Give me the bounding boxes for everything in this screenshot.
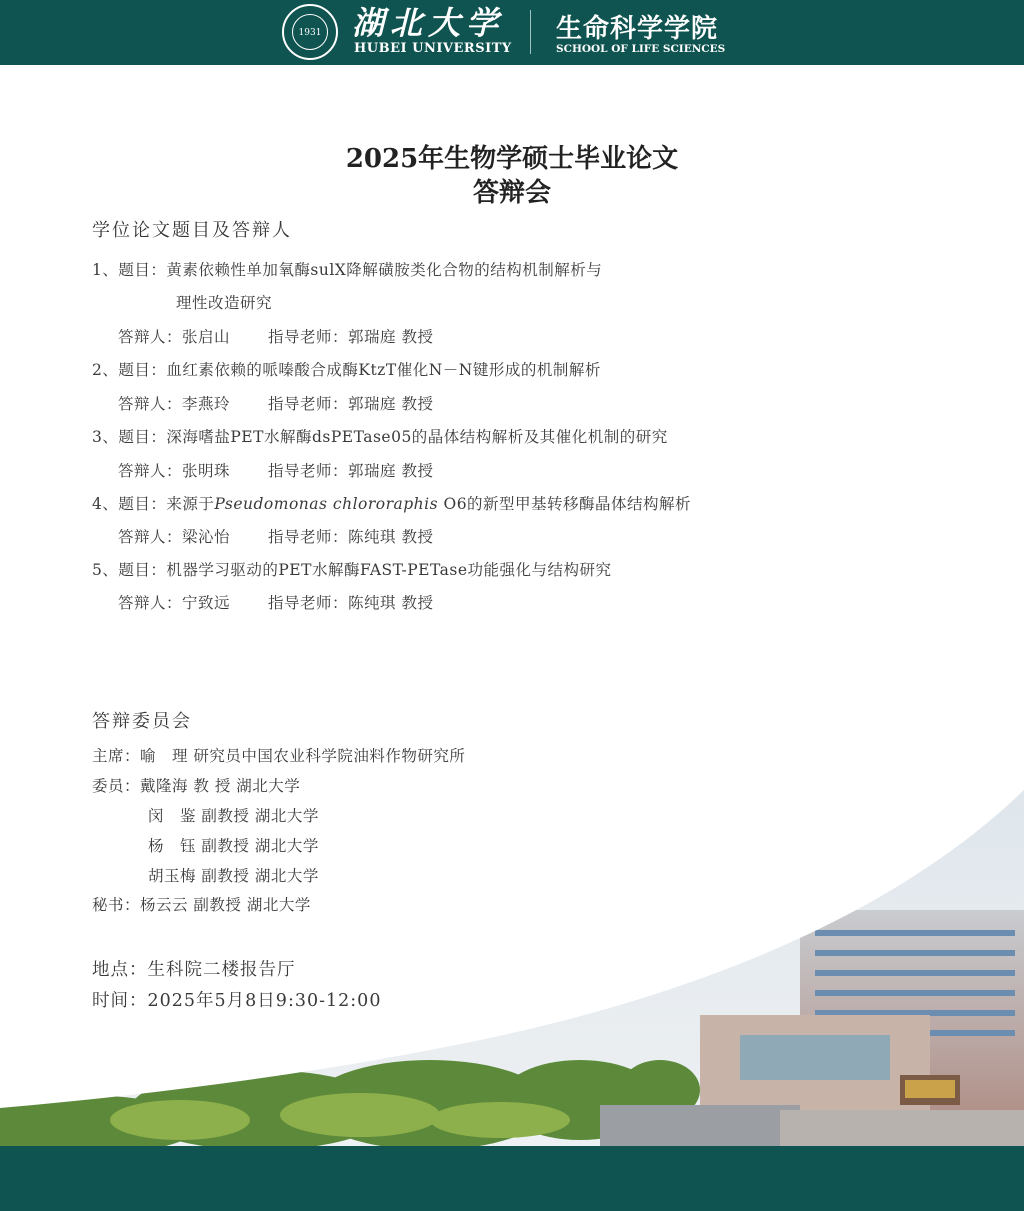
- thesis-3-people: [118, 459, 433, 481]
- thesis-5-defender: 宁致远: [182, 594, 231, 612]
- university-seal-icon: [282, 4, 338, 60]
- committee-chair: 主席：喻 理 研究员中国农业科学院油料作物研究所: [92, 747, 466, 765]
- thesis-2-title: [92, 358, 601, 380]
- school-name-en: SCHOOL OF LIFE SCIENCES: [556, 43, 726, 55]
- thesis-4-species: Pseudomonas chlororaphis: [214, 495, 439, 513]
- thesis-1-prefix: 1、题目：: [92, 261, 167, 279]
- thesis-4-advisor: 陈纯琪 教授: [348, 528, 434, 546]
- page-title-line2: 答辩会: [472, 178, 551, 208]
- page-title-line1: 2025年生物学硕士毕业论文: [345, 144, 679, 174]
- advisor-label: 指导老师：: [268, 594, 349, 612]
- thesis-3-prefix: 3、题目：: [92, 428, 167, 446]
- thesis-1-title: [92, 258, 602, 280]
- university-name-en: HUBEI UNIVERSITY: [354, 41, 512, 56]
- defender-label: 答辩人：: [118, 594, 183, 612]
- defender-label: 答辩人：: [118, 462, 183, 480]
- thesis-2-prefix: 2、题目：: [92, 361, 167, 379]
- thesis-2-title-text: 血红素依赖的哌嗪酸合成酶KtzT催化N－N键形成的机制解析: [166, 361, 601, 379]
- thesis-3-title: [92, 425, 668, 447]
- school-name-cn: 生命科学学院: [556, 14, 719, 44]
- thesis-2-defender: 李燕玲: [182, 395, 231, 413]
- thesis-5-prefix: 5、题目：: [92, 561, 167, 579]
- advisor-label: 指导老师：: [268, 328, 349, 346]
- advisor-label: 指导老师：: [268, 528, 349, 546]
- committee-member-1: 委员：戴隆海 教 授 湖北大学: [92, 777, 301, 795]
- thesis-5-title-text: 机器学习驱动的PET水解酶FAST-PETase功能强化与结构研究: [166, 561, 612, 579]
- thesis-4-title: [92, 492, 691, 514]
- seal-year: 1931: [292, 14, 328, 50]
- committee-heading: 答辩委员会: [92, 711, 192, 732]
- thesis-5-people: [118, 591, 433, 613]
- committee-member-2: 闵 鉴 副教授 湖北大学: [148, 807, 319, 825]
- defender-label: 答辩人：: [118, 528, 183, 546]
- committee-member-4: 胡玉梅 副教授 湖北大学: [148, 867, 319, 885]
- thesis-4-prefix: 4、题目：: [92, 495, 167, 513]
- thesis-1-defender: 张启山: [182, 328, 231, 346]
- committee-secretary: 秘书：杨云云 副教授 湖北大学: [92, 896, 311, 914]
- header-divider: [530, 10, 531, 54]
- thesis-2-people: [118, 392, 433, 414]
- footer-bar: [0, 1146, 1024, 1211]
- theses-heading: 学位论文题目及答辩人: [92, 220, 292, 241]
- university-name-cn: 湖北大学: [352, 4, 505, 42]
- thesis-4-people: [118, 525, 433, 547]
- header-bar: [0, 0, 1024, 65]
- thesis-4-defender: 梁沁怡: [182, 528, 231, 546]
- thesis-1-people: [118, 325, 433, 347]
- thesis-3-title-text: 深海嗜盐PET水解酶dsPETase05的晶体结构解析及其催化机制的研究: [166, 428, 668, 446]
- defender-label: 答辩人：: [118, 328, 183, 346]
- thesis-1-advisor: 郭瑞庭 教授: [348, 328, 434, 346]
- thesis-3-defender: 张明珠: [182, 462, 231, 480]
- venue-time: 时间：2025年5月8日9:30-12:00: [92, 991, 382, 1011]
- thesis-2-advisor: 郭瑞庭 教授: [348, 395, 434, 413]
- defender-label: 答辩人：: [118, 395, 183, 413]
- thesis-4-title-a: 来源于: [166, 495, 215, 513]
- thesis-4-title-b: O6的新型甲基转移酶晶体结构解析: [438, 495, 692, 513]
- committee-member-3: 杨 钰 副教授 湖北大学: [148, 837, 319, 855]
- thesis-5-advisor: 陈纯琪 教授: [348, 594, 434, 612]
- venue-location: 地点：生科院二楼报告厅: [92, 960, 296, 980]
- thesis-5-title: [92, 558, 612, 580]
- thesis-3-advisor: 郭瑞庭 教授: [348, 462, 434, 480]
- thesis-1-title-text: 黄素依赖性单加氧酶sulX降解磺胺类化合物的结构机制解析与: [166, 261, 603, 279]
- advisor-label: 指导老师：: [268, 395, 349, 413]
- advisor-label: 指导老师：: [268, 462, 349, 480]
- thesis-1-title-cont: 理性改造研究: [176, 294, 273, 312]
